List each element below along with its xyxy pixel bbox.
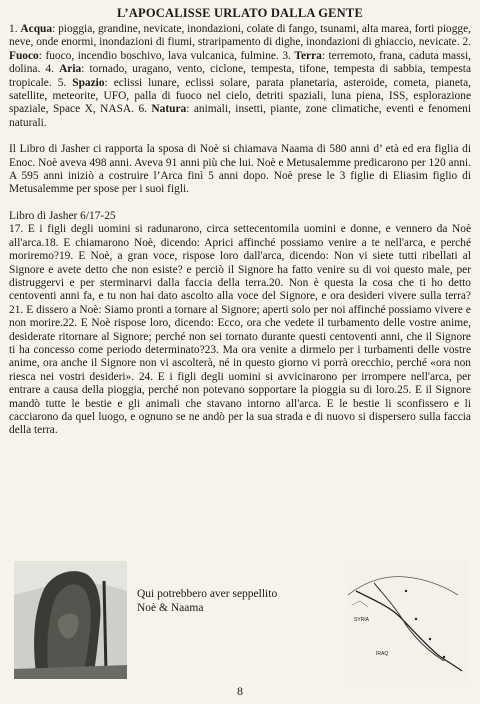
cat-5-text: : eclissi lunare, eclissi solare, parata planetaria, asteroide, cometa, pianeta, satellite, meteorite, UFO, palla di fuoco nel cielo, detriti spaziali, luna piena, ISS, esplorazione spaziale, Space X, NASA. (9, 76, 471, 116)
caption-line-1: Qui potrebbero aver seppellito (137, 588, 278, 600)
bottom-figures (14, 561, 466, 681)
stone-photo (14, 561, 127, 679)
spacer (9, 130, 471, 143)
cat-2-text: : fuoco, incendio boschivo, lava vulcanica, fulmine. (38, 49, 283, 62)
cat-5-name: Spazio (72, 76, 105, 89)
cat-4-name: Aria (59, 63, 82, 76)
map-graphic (346, 561, 468, 681)
photo-caption (137, 587, 277, 615)
map-label-syria: SYRIA (354, 617, 370, 623)
cat-3-num: 3. (282, 49, 295, 62)
cat-3-name: Terra (294, 49, 322, 62)
cat-4-text: : tornado, uragano, vento, ciclone, tempesta, tifone, tempesta di sabbia, tempesta tropicale. (9, 63, 472, 89)
passage-paragraph: 17. E i figli degli uomini si radunarono, circa settecentomila uomini e donne, e vennero da Noè all'arca.18. E chiamarono Noè, dicendo: Aprici affinché possiamo venire a te nell'arca, e perché moriremo?19. E Noè, a gran voce, rispose loro dall'arca, dicendo: Non vi siete tutti ribellati al Signore e avete detto che non esiste? e perciò il Signore ha fatto venire su di voi questo male, per distruggervi e per sterminarvi dalla faccia della terra.20. Non è questa la cosa che ti ho detto centoventi anni fa, e tu non hai dato ascolto alla voce del Signore, e ora desideri vivere sulla terra?21. E dissero a Noè: Siamo pronti a tornare al Signore; aperti solo per noi affinché possiamo vivere e non morire.22. E Noè rispose loro, dicendo: Ecco, ora che vedete il turbamento delle vostre anime, desiderate ritornare al Signore; perché non sei tornato durante questi centoventi anni, che il Signore ti ha concesso come periodo determinato?23. Ma ora venite a dirmelo per i turbamenti delle vostre anime, ora anche il Signore non vi ascolterà, né in questo giorno vi porrà orecchio, perché «ora non riesca nei vostri desideri». 24. E i figli degli uomini si avvicinarono per irrompere nell'arca, per entrare a causa della pioggia, perché non potevano sopportare la pioggia su di loro.25. E il Signore mandò tutte le bestie e gli animali che stavano intorno all'arca. E le bestie li sconfissero e li cacciarono da quel luogo, e ognuno se ne andò per la sua strada e di nuovo si dispersero sulla faccia della terra. (9, 223, 471, 437)
reference-line: Libro di Jasher 6/17-25 (9, 209, 116, 222)
cat-6-num: 6. (138, 103, 152, 116)
cat-1-name: Acqua (20, 23, 53, 35)
region-map (346, 561, 468, 681)
cat-6-text: : animali, insetti, piante, zone climatiche, eventi e fenomeni naturali. (9, 103, 471, 129)
cat-2-num: 2. (462, 36, 471, 49)
cat-1-text: : pioggia, grandine, nevicate, inondazioni, colate di fango, tsunami, alta marea, forti piogge, neve, onde enormi, inondazioni di fiumi, straripamento di dighe, inondazioni di ghiaccio, nevicate. (9, 23, 471, 49)
spacer (9, 197, 471, 210)
jasher-paragraph: Il Libro di Jasher ci rapporta la sposa di Noè si chiamava Naama di 580 anni d’ età ed era figlia di Enoc. Noè aveva 498 anni. Aveva 91 anni più che lui. Noè e Metusalemme predicarono per 120 anni. A 595 anni iniziò a costruire l’Arca finì 5 anni dopo. Noè prese le 3 figlie di Eliasim figlio di Metusalemme per spose per i suoi figli. (9, 143, 471, 196)
cat-5-num: 5. (57, 76, 73, 89)
cat-4-num: 4. (45, 63, 60, 76)
page-title: L’APOCALISSE URLATO DALLA GENTE (117, 6, 363, 20)
cat-1-num: 1. (9, 23, 21, 35)
caption-line-2: Noè & Naama (137, 602, 204, 614)
cat-6-name: Natura (151, 103, 187, 116)
page-number: 8 (237, 684, 243, 698)
stone-photo-graphic (14, 561, 127, 679)
document-page (9, 6, 471, 438)
cat-3-text: : terremoto, frana, caduta massi, dolina. (9, 49, 471, 76)
categories-paragraph (9, 23, 471, 130)
map-label-iraq: IRAQ (376, 651, 389, 657)
cat-2-name: Fuoco (9, 49, 39, 62)
